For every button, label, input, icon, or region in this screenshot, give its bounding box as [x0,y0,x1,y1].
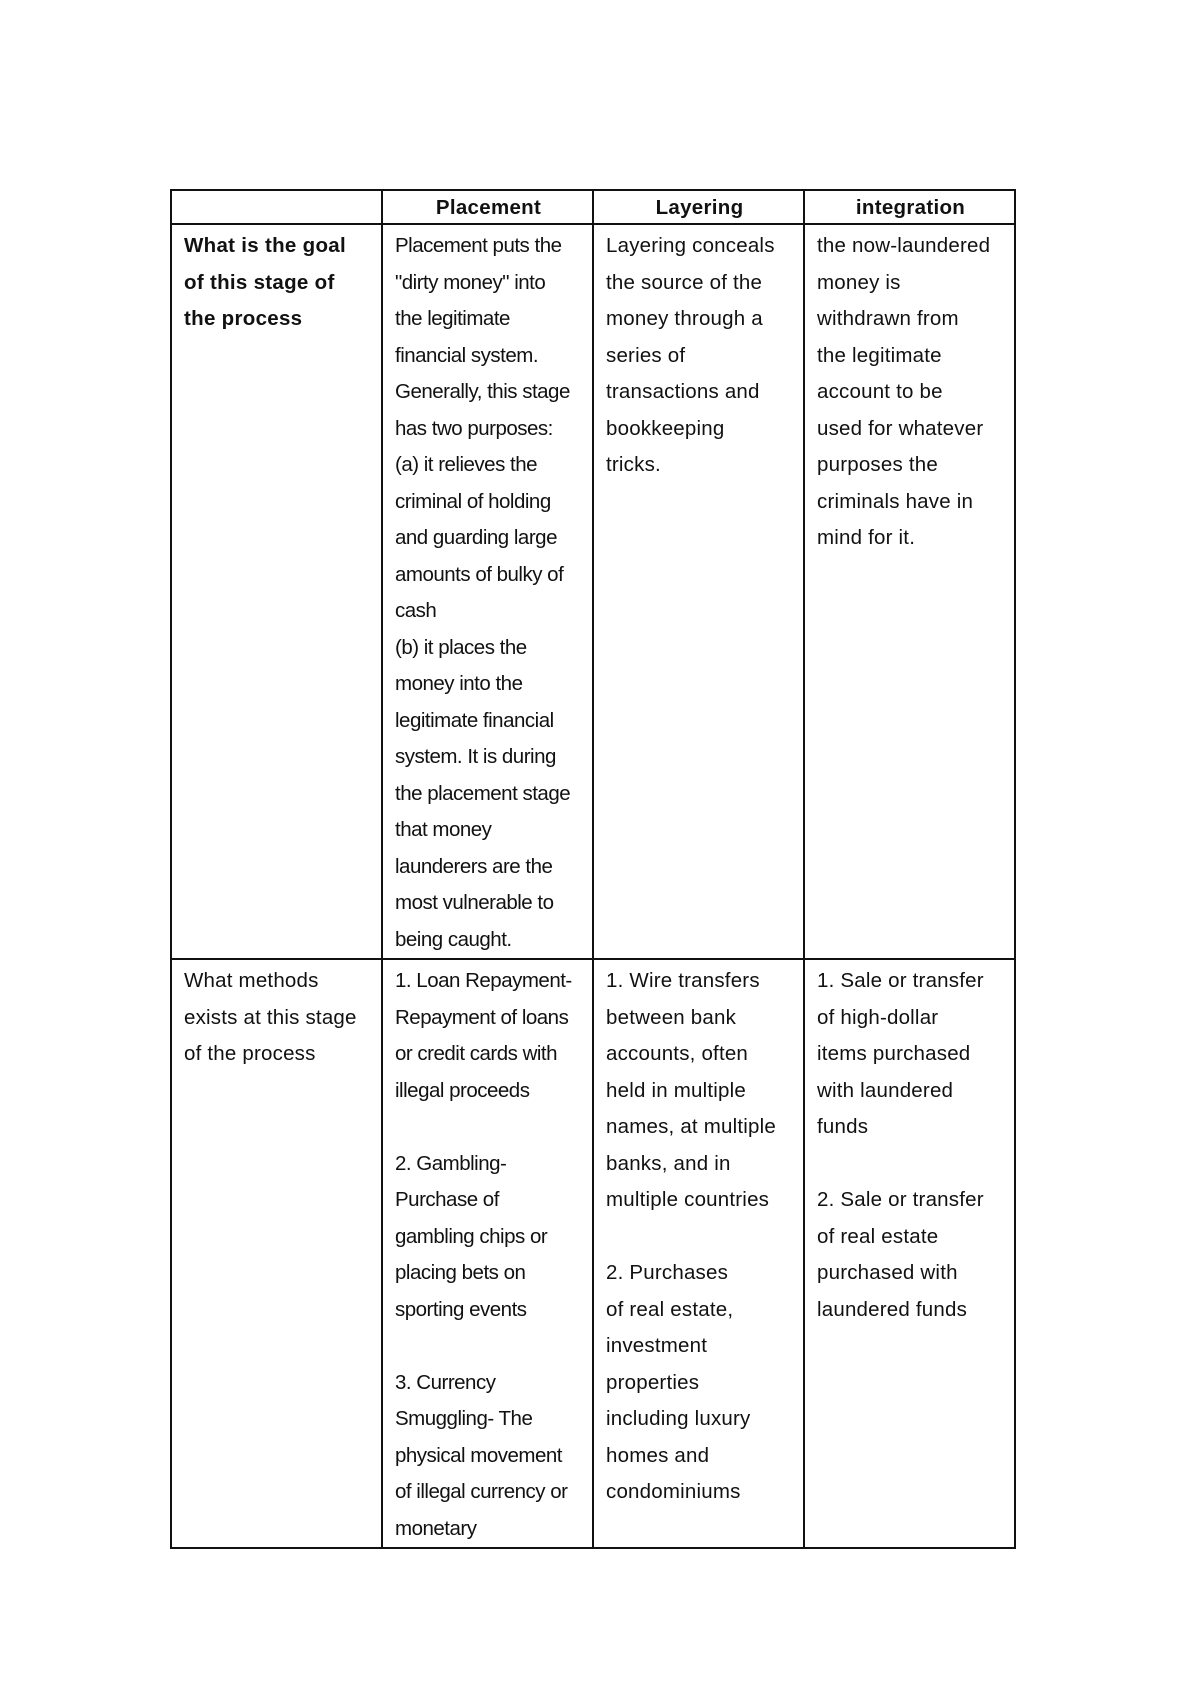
cell-text-line: the legitimate [395,307,510,330]
cell-text-line: gambling chips or [395,1224,548,1248]
cell-text-line: of real estate [817,1224,939,1248]
cell-text-line: of real estate, [606,1297,734,1321]
cell-text-line: the process [184,307,303,330]
cell-text-line: physical movement [395,1443,562,1467]
cell-text-line: account to be [817,380,943,403]
cell-text-line: exists at this stage [184,1005,357,1029]
cell-text-line: 1. Loan Repayment- [395,969,572,992]
cell-text-line: banks, and in [606,1151,731,1175]
cell-text-line: launderers are the [395,854,553,878]
cell-text-line: 1. Sale or transfer [817,969,984,992]
cell-text-line: system. It is during [395,745,556,768]
cell-text-line: between bank [606,1005,737,1029]
cell-text-line: of high-dollar [817,1005,939,1029]
cell-text-line: withdrawn from [817,307,959,330]
cell-text-line: held in multiple [606,1078,746,1102]
cell-text-line: tricks. [606,453,661,476]
cell-text-line: Smuggling- The [395,1407,533,1430]
cell-text-line: money is [817,270,901,294]
cell-text-line: legitimate financial [395,708,554,732]
cell-text-line: of illegal currency or [395,1480,568,1503]
cell-text-line: money into the [395,672,523,695]
cell-text-line: mind for it. [817,526,916,549]
cell-text-line: including luxury [606,1407,751,1430]
cell-text-line: criminals have in [817,489,974,513]
cell-text-line: properties [606,1370,700,1394]
cell-text-line: sporting events [395,1297,527,1321]
cell-text-line: and guarding large [395,526,557,549]
cell-text-line: multiple countries [606,1188,770,1211]
cell-text-line: used for whatever [817,416,984,440]
cell-text-line: being caught. [395,927,512,951]
cell-text-line: 2. Gambling- [395,1151,507,1175]
cell-text-line: names, at multiple [606,1115,776,1138]
row-question-cell [171,959,382,1548]
cell-text-line: monetary [395,1516,477,1540]
table-header-row [171,190,1015,224]
row-question-cell [171,224,382,959]
cell-text-line [395,1109,582,1146]
placement-cell [382,224,593,959]
cell-text-line: financial system. [395,343,539,367]
table-row-methods [171,959,1015,1548]
cell-text-line: amounts of bulky of [395,562,564,586]
cell-text-line [817,1146,1004,1183]
cell-text-line: (a) it relieves the [395,453,538,476]
cell-text-line: money through a [606,307,763,330]
cell-text-line: items purchased [817,1042,971,1065]
header-integration: integration [804,190,1015,224]
cell-text-line: funds [817,1115,869,1138]
cell-text-line: purchased with [817,1261,958,1284]
cell-text-line: that money [395,818,492,841]
cell-text-line: the source of the [606,270,763,294]
cell-text-line: What methods [184,969,319,992]
cell-text-line: transactions and [606,380,760,403]
cell-text-line: criminal of holding [395,489,551,513]
cell-text-line [606,1219,793,1256]
cell-text-line: investment [606,1334,708,1357]
cell-text-line: homes and [606,1443,710,1467]
header-placement: Placement [382,190,593,224]
cell-text-line: laundered funds [817,1297,968,1321]
cell-text-line: bookkeeping [606,416,725,440]
integration-cell [804,224,1015,959]
cell-text-line: Generally, this stage [395,380,570,403]
cell-text-line: of the process [184,1042,316,1065]
cell-text-line: "dirty money" into [395,270,546,294]
header-empty-cell [171,190,382,224]
cell-text-line: condominiums [606,1480,741,1503]
integration-cell [804,959,1015,1548]
cell-text-line: 3. Currency [395,1370,496,1394]
cell-text-line: Purchase of [395,1188,499,1211]
cell-text-line: the legitimate [817,343,942,367]
cell-text-line: Placement puts the [395,234,562,257]
cell-text-line: the now-laundered [817,234,991,257]
cell-text-line [395,1328,582,1365]
cell-text-line: 1. Wire transfers [606,969,760,992]
cell-text-line: series of [606,343,686,367]
cell-text-line: illegal proceeds [395,1078,530,1102]
layering-cell [593,224,804,959]
table-row-goal [171,224,1015,959]
cell-text-line: accounts, often [606,1042,749,1065]
placement-cell [382,959,593,1548]
cell-text-line: most vulnerable to [395,891,554,914]
cell-text-line: with laundered [817,1078,954,1102]
cell-text-line: 2. Purchases [606,1261,729,1284]
cell-text-line: What is the goal [184,234,346,257]
cell-text-line: cash [395,599,437,622]
cell-text-line: Repayment of loans [395,1005,569,1029]
header-layering: Layering [593,190,804,224]
cell-text-line: purposes the [817,453,938,476]
layering-cell [593,959,804,1548]
cell-text-line: has two purposes: [395,416,553,440]
cell-text-line: Layering conceals [606,234,775,257]
cell-text-line: or credit cards with [395,1042,558,1065]
cell-text-line: placing bets on [395,1261,526,1284]
cell-text-line: of this stage of [184,270,335,294]
cell-text-line: the placement stage [395,781,571,805]
cell-text-line: (b) it places the [395,635,527,659]
cell-text-line: 2. Sale or transfer [817,1188,984,1211]
money-laundering-stages-table [170,189,1016,1549]
